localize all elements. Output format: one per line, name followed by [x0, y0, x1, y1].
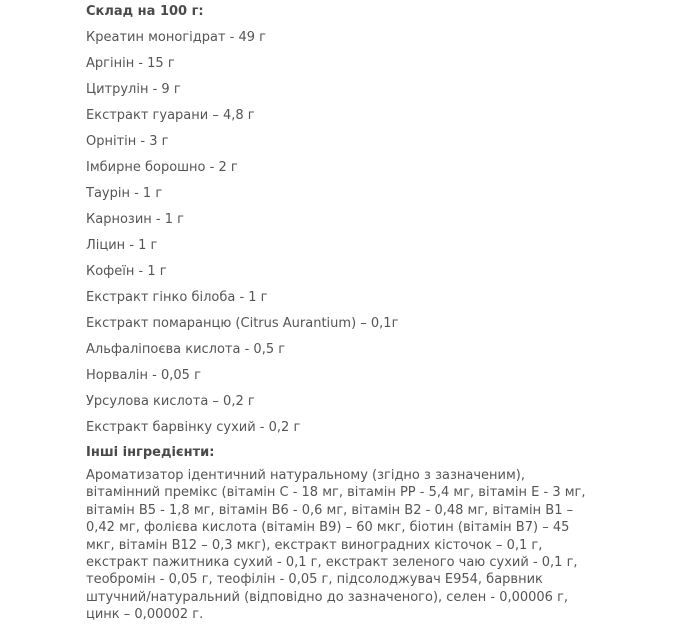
- ingredient-item: Цитрулін - 9 г: [86, 82, 181, 97]
- ingredient-item: Екстракт гінко білоба - 1 г: [86, 290, 268, 305]
- ingredient-item: Ліцин - 1 г: [86, 238, 158, 253]
- ingredient-item: Аргінін - 15 г: [86, 56, 175, 71]
- ingredient-item: Екстракт помаранцю (Citrus Aurantium) – 0,1г: [86, 316, 399, 331]
- ingredient-item: Орнітін - 3 г: [86, 134, 169, 149]
- other-ingredients-title: Інші інгредієнти:: [86, 445, 215, 460]
- ingredient-item: Креатин моногідрат - 49 г: [86, 30, 266, 45]
- ingredient-item: Екстракт барвінку сухий - 0,2 г: [86, 420, 301, 435]
- ingredient-item: Імбирне борошно - 2 г: [86, 160, 238, 175]
- ingredient-item: Екстракт гуарани – 4,8 г: [86, 108, 255, 123]
- ingredient-item: Кофеїн - 1 г: [86, 264, 167, 279]
- ingredient-item: Норвалін - 0,05 г: [86, 368, 201, 383]
- ingredient-list: [86, 25, 606, 441]
- ingredient-item: Урсулова кислота – 0,2 г: [86, 394, 255, 409]
- ingredient-item: Таурін - 1 г: [86, 186, 163, 201]
- composition-title: Склад на 100 г:: [86, 4, 204, 19]
- other-ingredients-text: Ароматизатор ідентичний натуральному (згідно з зазначеним), вітамінний премікс (вітамін С - 18 мг, вітамін РР - 5,4 мг, вітамін Е - 3 мг, вітамін В5 - 1,8 мг, вітамін В6 - 0,6 мг, вітамін В2 - 0,48 мг, вітамін В1 – 0,42 мг, фолієва кислота (вітамін В9) – 60 мкг, біотин (вітамін В7) – 45 мкг, вітамін В12 – 0,3 мкг), екстракт виноградних кісточок – 0,1 г, екстракт пажитника сухий - 0,1 г, екстракт зеленого чаю сухий - 0,1 г, теобромін - 0,05 г, теофілін - 0,05 г, підсолоджувач Е954, барвник штучний/натуральний (відповідно до зазначеного), селен - 0,00006 г, цинк – 0,00002 г.: [86, 468, 586, 623]
- ingredient-item: Альфаліпоєва кислота - 0,5 г: [86, 342, 286, 357]
- product-composition: [86, 0, 606, 624]
- ingredient-item: Карнозин - 1 г: [86, 212, 184, 227]
